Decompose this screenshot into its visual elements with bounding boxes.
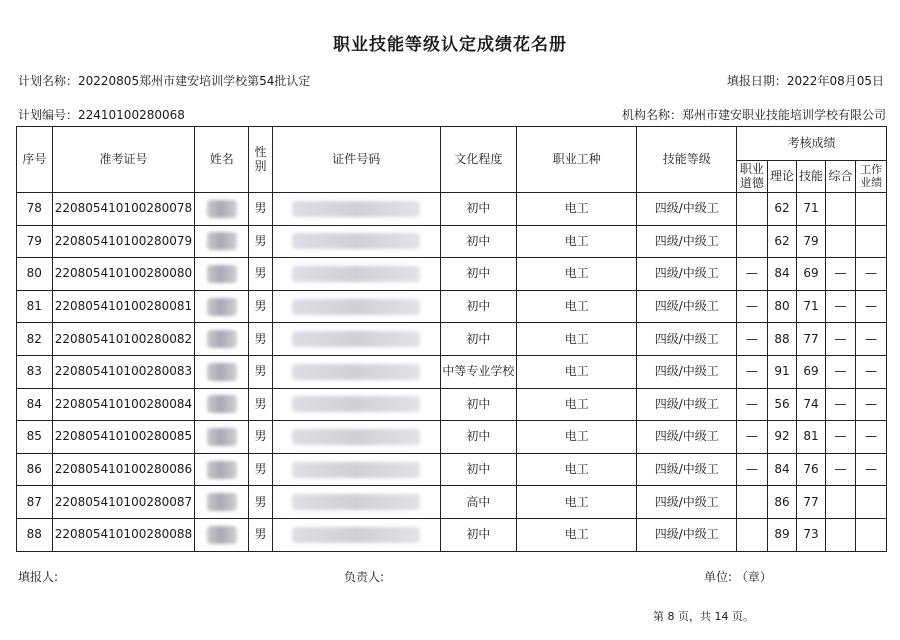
unit-seal-label: 单位: （章） <box>704 570 772 584</box>
skill-cell: 71 <box>797 193 826 226</box>
exam-no-cell: 220805410100280081 <box>52 290 195 323</box>
comprehensive-cell <box>825 193 856 226</box>
id-no-cell <box>272 323 440 356</box>
work-performance-cell <box>856 225 887 258</box>
redacted-name <box>207 493 237 511</box>
exam-no-cell: 220805410100280083 <box>52 355 195 388</box>
name-cell <box>195 453 249 486</box>
comprehensive-cell <box>825 486 856 519</box>
col-group-scores: 考核成绩 <box>737 127 887 161</box>
table-row <box>17 258 887 291</box>
redacted-id <box>292 266 420 282</box>
redacted-id <box>292 527 420 543</box>
exam-no-cell: 220805410100280078 <box>52 193 195 226</box>
education-cell: 初中 <box>440 193 516 226</box>
redacted-name <box>207 232 237 250</box>
table-row <box>17 453 887 486</box>
comprehensive-cell: — <box>825 421 856 454</box>
ethics-cell <box>737 193 768 226</box>
gender-cell: 男 <box>249 486 272 519</box>
exam-no-cell: 220805410100280084 <box>52 388 195 421</box>
redacted-name <box>207 363 237 381</box>
redacted-name <box>207 395 237 413</box>
level-cell: 四级/中级工 <box>637 486 737 519</box>
ethics-cell: — <box>737 421 768 454</box>
name-cell <box>195 518 249 551</box>
plan-name: 计划名称：20220805郑州市建安培训学校第54批认定 <box>18 74 311 88</box>
occupation-cell: 电工 <box>517 388 637 421</box>
seq-cell: 86 <box>17 453 53 486</box>
table-row <box>17 290 887 323</box>
fill-date: 填报日期：2022年08月05日 <box>726 74 884 88</box>
comprehensive-cell: — <box>825 355 856 388</box>
seq-cell: 78 <box>17 193 53 226</box>
level-cell: 四级/中级工 <box>637 225 737 258</box>
theory-cell: 56 <box>767 388 797 421</box>
col-education: 文化程度 <box>440 127 516 193</box>
theory-cell: 84 <box>767 258 797 291</box>
work-performance-cell: — <box>856 355 887 388</box>
page-indicator: 第 8 页，共 14 页。 <box>653 610 754 623</box>
gender-cell: 男 <box>249 355 272 388</box>
table-row <box>17 486 887 519</box>
exam-no-cell: 220805410100280085 <box>52 421 195 454</box>
ethics-cell <box>737 225 768 258</box>
occupation-cell: 电工 <box>517 290 637 323</box>
education-cell: 初中 <box>440 290 516 323</box>
exam-no-cell: 220805410100280087 <box>52 486 195 519</box>
id-no-cell <box>272 421 440 454</box>
exam-no-cell: 220805410100280080 <box>52 258 195 291</box>
level-cell: 四级/中级工 <box>637 518 737 551</box>
comprehensive-cell: — <box>825 388 856 421</box>
education-cell: 初中 <box>440 258 516 291</box>
redacted-id <box>292 462 420 478</box>
skill-cell: 81 <box>797 421 826 454</box>
name-cell <box>195 421 249 454</box>
seq-cell: 87 <box>17 486 53 519</box>
level-cell: 四级/中级工 <box>637 453 737 486</box>
theory-cell: 62 <box>767 193 797 226</box>
theory-cell: 92 <box>767 421 797 454</box>
exam-no-cell: 220805410100280079 <box>52 225 195 258</box>
name-cell <box>195 388 249 421</box>
work-performance-cell: — <box>856 290 887 323</box>
occupation-cell: 电工 <box>517 453 637 486</box>
work-performance-cell <box>856 518 887 551</box>
comprehensive-cell: — <box>825 453 856 486</box>
redacted-name <box>207 428 237 446</box>
ethics-cell: — <box>737 355 768 388</box>
gender-cell: 男 <box>249 258 272 291</box>
skill-cell: 79 <box>797 225 826 258</box>
gender-cell: 男 <box>249 453 272 486</box>
theory-cell: 84 <box>767 453 797 486</box>
table-row <box>17 193 887 226</box>
skill-cell: 74 <box>797 388 826 421</box>
col-work-performance: 工作业绩 <box>856 161 887 193</box>
work-performance-cell: — <box>856 258 887 291</box>
occupation-cell: 电工 <box>517 225 637 258</box>
id-no-cell <box>272 193 440 226</box>
col-ethics: 职业道德 <box>737 161 768 193</box>
ethics-cell: — <box>737 323 768 356</box>
seq-cell: 83 <box>17 355 53 388</box>
theory-cell: 80 <box>767 290 797 323</box>
skill-cell: 73 <box>797 518 826 551</box>
work-performance-cell: — <box>856 388 887 421</box>
col-id-no: 证件号码 <box>272 127 440 193</box>
seq-cell: 80 <box>17 258 53 291</box>
skill-cell: 71 <box>797 290 826 323</box>
theory-cell: 88 <box>767 323 797 356</box>
comprehensive-cell <box>825 518 856 551</box>
redacted-name <box>207 200 237 218</box>
redacted-id <box>292 331 420 347</box>
col-gender: 性别 <box>249 127 272 193</box>
seq-cell: 81 <box>17 290 53 323</box>
level-cell: 四级/中级工 <box>637 290 737 323</box>
name-cell <box>195 258 249 291</box>
exam-no-cell: 220805410100280086 <box>52 453 195 486</box>
skill-cell: 77 <box>797 486 826 519</box>
comprehensive-cell <box>825 225 856 258</box>
score-table <box>16 126 887 552</box>
table-row <box>17 388 887 421</box>
education-cell: 初中 <box>440 225 516 258</box>
col-exam-no: 准考证号 <box>52 127 195 193</box>
education-cell: 初中 <box>440 388 516 421</box>
col-occupation: 职业工种 <box>517 127 637 193</box>
work-performance-cell: — <box>856 323 887 356</box>
table-row <box>17 421 887 454</box>
level-cell: 四级/中级工 <box>637 355 737 388</box>
roster-title: 职业技能等级认定成绩花名册 <box>333 35 567 55</box>
comprehensive-cell: — <box>825 258 856 291</box>
occupation-cell: 电工 <box>517 355 637 388</box>
theory-cell: 89 <box>767 518 797 551</box>
redacted-id <box>292 364 420 380</box>
redacted-id <box>292 494 420 510</box>
name-cell <box>195 290 249 323</box>
name-cell <box>195 355 249 388</box>
reporter-label: 填报人: <box>18 570 59 584</box>
gender-cell: 男 <box>249 323 272 356</box>
exam-no-cell: 220805410100280082 <box>52 323 195 356</box>
gender-cell: 男 <box>249 225 272 258</box>
education-cell: 中等专业学校 <box>440 355 516 388</box>
gender-cell: 男 <box>249 388 272 421</box>
col-seq: 序号 <box>17 127 53 193</box>
name-cell <box>195 193 249 226</box>
seq-cell: 84 <box>17 388 53 421</box>
gender-cell: 男 <box>249 518 272 551</box>
skill-cell: 69 <box>797 258 826 291</box>
occupation-cell: 电工 <box>517 323 637 356</box>
skill-cell: 69 <box>797 355 826 388</box>
work-performance-cell: — <box>856 453 887 486</box>
skill-cell: 77 <box>797 323 826 356</box>
col-name: 姓名 <box>195 127 249 193</box>
id-no-cell <box>272 225 440 258</box>
ethics-cell: — <box>737 290 768 323</box>
table-row <box>17 225 887 258</box>
table-row <box>17 355 887 388</box>
gender-cell: 男 <box>249 421 272 454</box>
id-no-cell <box>272 290 440 323</box>
id-no-cell <box>272 453 440 486</box>
skill-cell: 76 <box>797 453 826 486</box>
id-no-cell <box>272 388 440 421</box>
level-cell: 四级/中级工 <box>637 193 737 226</box>
theory-cell: 91 <box>767 355 797 388</box>
occupation-cell: 电工 <box>517 193 637 226</box>
education-cell: 初中 <box>440 518 516 551</box>
table-row <box>17 323 887 356</box>
redacted-id <box>292 233 420 249</box>
id-no-cell <box>272 258 440 291</box>
occupation-cell: 电工 <box>517 486 637 519</box>
work-performance-cell <box>856 486 887 519</box>
theory-cell: 62 <box>767 225 797 258</box>
organization-name: 机构名称：郑州市建安职业技能培训学校有限公司 <box>621 108 886 122</box>
redacted-name <box>207 330 237 348</box>
ethics-cell: — <box>737 453 768 486</box>
education-cell: 初中 <box>440 453 516 486</box>
col-comprehensive: 综合 <box>825 161 856 193</box>
level-cell: 四级/中级工 <box>637 258 737 291</box>
gender-cell: 男 <box>249 193 272 226</box>
gender-cell: 男 <box>249 290 272 323</box>
occupation-cell: 电工 <box>517 421 637 454</box>
redacted-name <box>207 298 237 316</box>
level-cell: 四级/中级工 <box>637 323 737 356</box>
comprehensive-cell: — <box>825 290 856 323</box>
occupation-cell: 电工 <box>517 258 637 291</box>
occupation-cell: 电工 <box>517 518 637 551</box>
name-cell <box>195 225 249 258</box>
exam-no-cell: 220805410100280088 <box>52 518 195 551</box>
table-row <box>17 518 887 551</box>
redacted-id <box>292 429 420 445</box>
ethics-cell: — <box>737 258 768 291</box>
name-cell <box>195 323 249 356</box>
work-performance-cell: — <box>856 421 887 454</box>
ethics-cell: — <box>737 388 768 421</box>
name-cell <box>195 486 249 519</box>
education-cell: 初中 <box>440 323 516 356</box>
theory-cell: 86 <box>767 486 797 519</box>
comprehensive-cell: — <box>825 323 856 356</box>
education-cell: 高中 <box>440 486 516 519</box>
seq-cell: 82 <box>17 323 53 356</box>
col-skill: 技能 <box>797 161 826 193</box>
redacted-id <box>292 299 420 315</box>
id-no-cell <box>272 518 440 551</box>
work-performance-cell <box>856 193 887 226</box>
redacted-name <box>207 461 237 479</box>
id-no-cell <box>272 355 440 388</box>
ethics-cell <box>737 486 768 519</box>
redacted-name <box>207 265 237 283</box>
redacted-id <box>292 396 420 412</box>
ethics-cell <box>737 518 768 551</box>
col-level: 技能等级 <box>637 127 737 193</box>
seq-cell: 79 <box>17 225 53 258</box>
manager-label: 负责人: <box>344 570 385 584</box>
level-cell: 四级/中级工 <box>637 421 737 454</box>
education-cell: 初中 <box>440 421 516 454</box>
id-no-cell <box>272 486 440 519</box>
redacted-name <box>207 526 237 544</box>
plan-number: 计划编号：22410100280068 <box>18 108 185 122</box>
redacted-id <box>292 201 420 217</box>
seq-cell: 88 <box>17 518 53 551</box>
header-row <box>17 127 887 161</box>
seq-cell: 85 <box>17 421 53 454</box>
col-theory: 理论 <box>767 161 797 193</box>
level-cell: 四级/中级工 <box>637 388 737 421</box>
